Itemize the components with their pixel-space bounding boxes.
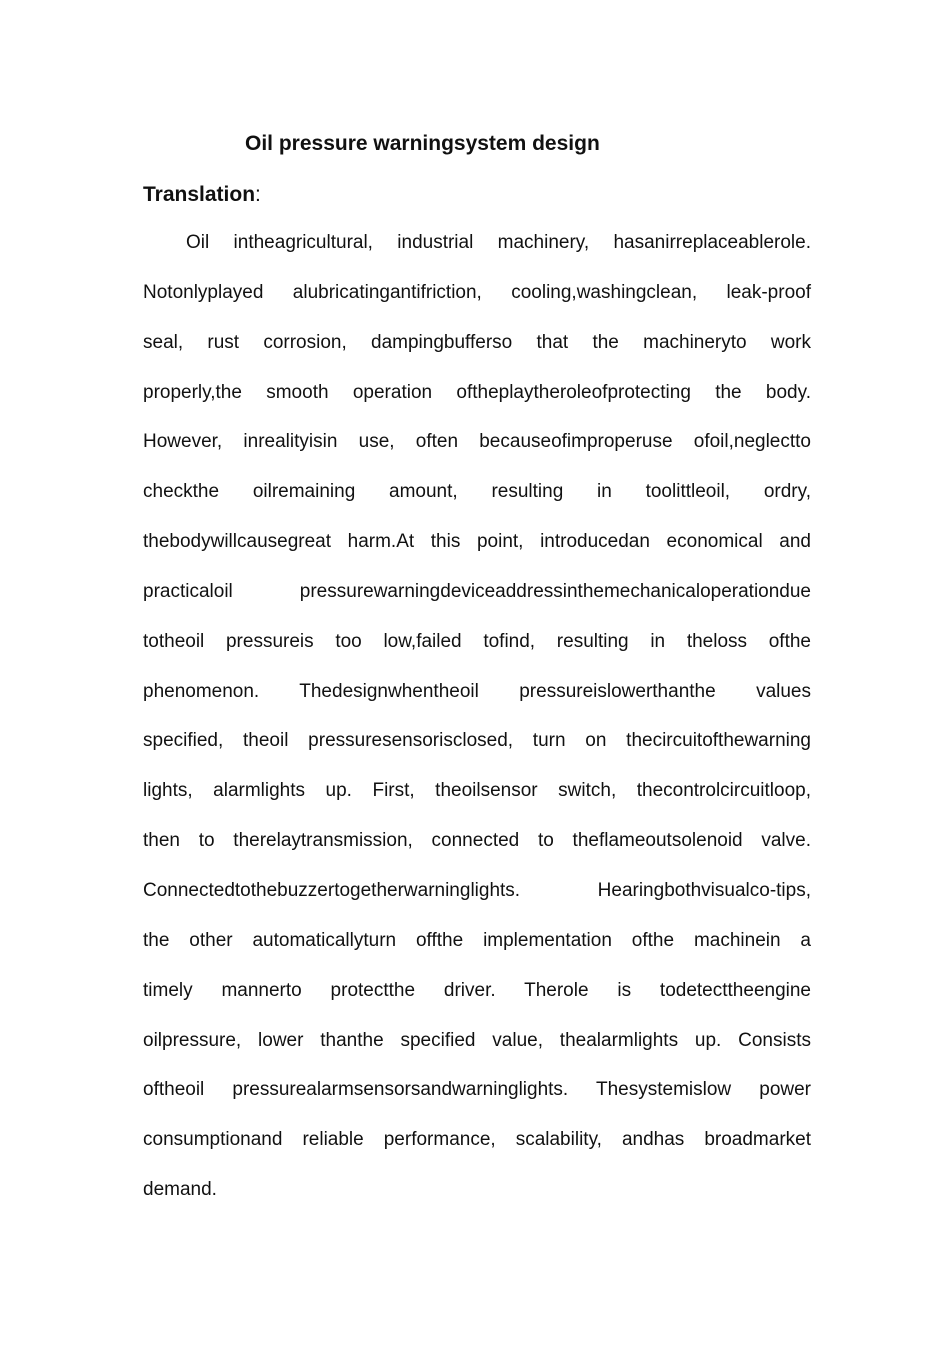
paragraph-line: totheoil pressureis too low,failed tofind, resulting in theloss ofthe [143,630,811,652]
paragraph-line: oilpressure, lower thanthe specified value, thealarmlights up. Consists [143,1029,811,1051]
paragraph-line: lights, alarmlights up. First, theoilsensor switch, thecontrolcircuitloop, [143,780,811,802]
paragraph-line: consumptionand reliable performance, scalability, andhas broadmarket [143,1129,811,1151]
paragraph-line: Notonlyplayed alubricatingantifriction, cooling,washingclean, leak-proof [143,281,811,303]
paragraph-line: then to therelaytransmission, connected to theflameoutsolenoid valve. [143,830,811,852]
document-title: Oil pressure warningsystem design [245,132,600,155]
paragraph-line: However, inrealityisin use, often becauseofimproperuse ofoil,neglectto [143,431,811,453]
paragraph-line: timely mannerto protectthe driver. Therole is todetecttheengine [143,979,811,1001]
paragraph-line: phenomenon. Thedesignwhentheoil pressureislowerthanthe values [143,680,811,702]
paragraph-line: the other automaticallyturn offthe implementation ofthe machinein a [143,929,811,951]
paragraph-line: practicaloil pressurewarningdeviceaddressinthemechanicaloperationdue [143,580,811,602]
paragraph-line: Oil intheagricultural, industrial machinery, hasanirreplaceablerole. [186,232,811,253]
translation-heading [143,181,261,209]
paragraph-line: Connectedtothebuzzertogetherwarninglights. Hearingbothvisualco-tips, [143,879,811,901]
paragraph-line: specified, theoil pressuresensorisclosed, turn on thecircuitofthewarning [143,730,811,752]
paragraph-line: oftheoil pressurealarmsensorsandwarninglights. Thesystemislow power [143,1079,811,1101]
translation-label: Translation [143,183,256,206]
paragraph-line: properly,the smooth operation oftheplaytheroleofprotecting the body. [143,381,811,403]
translation-colon: : [255,183,261,206]
paragraph-line: demand. [143,1179,217,1201]
translation-paragraph [143,229,811,1226]
paragraph-line: thebodywillcausegreat harm.At this point, introducedan economical and [143,531,811,553]
paragraph-line: seal, rust corrosion, dampingbufferso that the machineryto work [143,331,811,353]
paragraph-line: checkthe oilremaining amount, resulting in toolittleoil, ordry, [143,481,811,503]
